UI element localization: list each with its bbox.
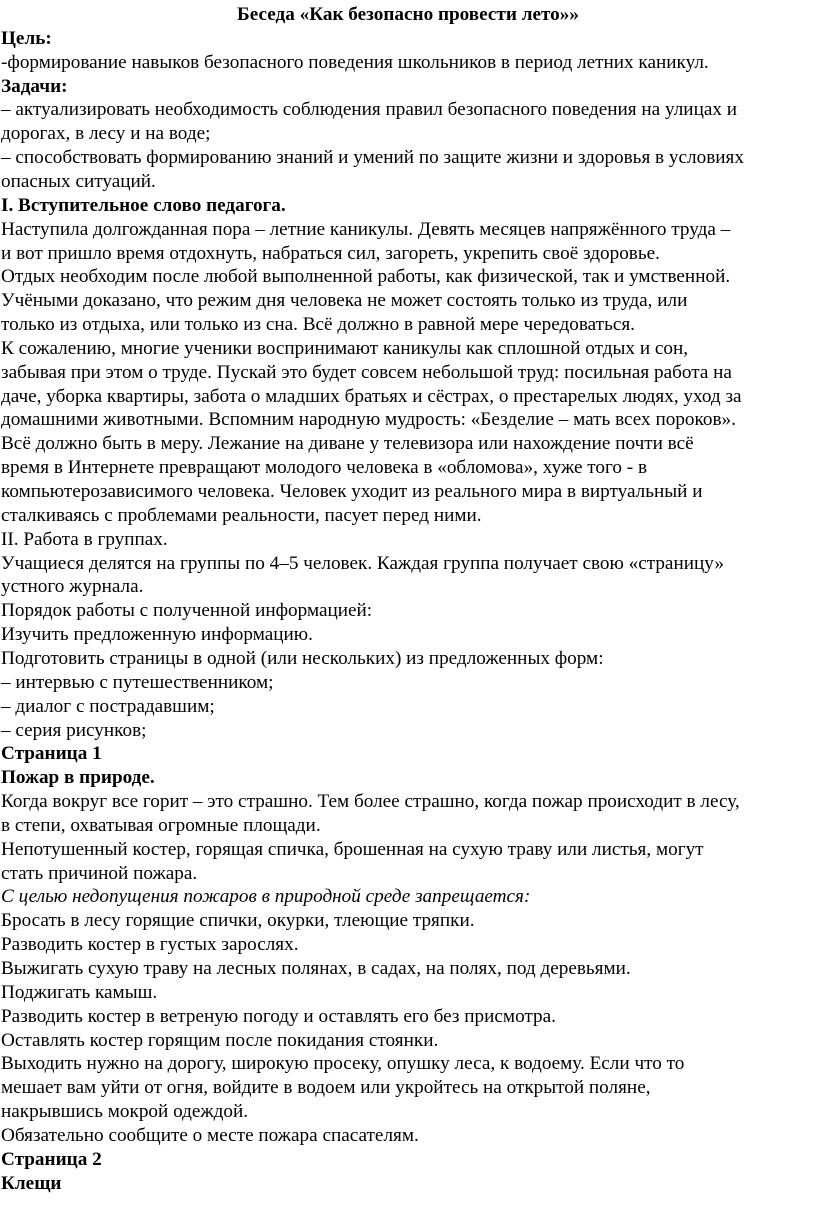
body-text-line: Всё должно быть в меру. Лежание на диване у телевизора или нахождение почти всё xyxy=(1,433,694,455)
section-heading: Страница 2 xyxy=(1,1148,102,1170)
section-heading: Пожар в природе. xyxy=(1,767,155,789)
body-text-line: Разводить костер в ветреную погоду и оставлять его без присмотра. xyxy=(1,1005,556,1027)
body-text-line: дорогах, в лесу и на воде; xyxy=(1,123,211,145)
body-text-line: Когда вокруг все горит – это страшно. Тем более страшно, когда пожар происходит в лесу, xyxy=(1,791,740,813)
italic-note: С целью недопущения пожаров в природной среде запрещается: xyxy=(1,886,531,908)
body-text-line: время в Интернете превращают молодого человека в «обломова», хуже того - в xyxy=(1,457,648,479)
body-text-line: домашними животными. Вспомним народную мудрость: «Безделие – мать всех пороков». xyxy=(1,409,736,431)
body-text-line: Наступила долгожданная пора – летние каникулы. Девять месяцев напряжённого труда – xyxy=(1,218,731,240)
body-text-line: накрывшись мокрой одеждой. xyxy=(1,1101,249,1123)
section-heading: Клещи xyxy=(1,1172,62,1194)
body-text-line: Непотушенный костер, горящая спичка, брошенная на сухую траву или листья, могут xyxy=(1,838,704,860)
body-text-line: Подготовить страницы в одной (или нескольких) из предложенных форм: xyxy=(1,647,604,669)
body-text-line: только из отдыха, или только из сна. Всё должно в равной мере чередоваться. xyxy=(1,314,635,336)
body-text-line: мешает вам уйти от огня, войдите в водоем или укройтесь на открытой поляне, xyxy=(1,1077,651,1099)
body-text-line: в степи, охватывая огромные площади. xyxy=(1,814,321,836)
section-heading: I. Вступительное слово педагога. xyxy=(1,194,286,216)
body-text-line: Отдых необходим после любой выполненной работы, как физической, так и умственной. xyxy=(1,266,731,288)
body-text-line: К сожалению, многие ученики воспринимают каникулы как сплошной отдых и сон, xyxy=(1,337,689,359)
document-title: Беседа «Как безопасно провести лето»» xyxy=(237,4,579,25)
body-text-line: Выжигать сухую траву на лесных полянах, в садах, на полях, под деревьями. xyxy=(1,958,631,979)
body-text-line: Оставлять костер горящим после покидания стоянки. xyxy=(1,1029,439,1051)
body-text-line: -формирование навыков безопасного поведения школьников в период летних каникул. xyxy=(1,51,709,73)
body-text-line: – интервью с путешественником; xyxy=(1,671,274,693)
section-heading: Цель: xyxy=(1,27,52,49)
body-text-line: – серия рисунков; xyxy=(1,719,147,741)
body-text-line: Поджигать камыш. xyxy=(1,981,158,1003)
body-text-line: Выходить нужно на дорогу, широкую просеку, опушку леса, к водоему. Если что то xyxy=(1,1053,685,1075)
body-text-line: – актуализировать необходимость соблюдения правил безопасного поведения на улицах и xyxy=(1,99,738,121)
body-text-line: опасных ситуаций. xyxy=(1,170,156,192)
body-text-line: забывая при этом о труде. Пускай это будет совсем небольшой труд: посильная работа на xyxy=(1,361,732,383)
body-text-line: Изучить предложенную информацию. xyxy=(1,624,313,646)
body-text-line: – способствовать формированию знаний и умений по защите жизни и здоровья в условиях xyxy=(1,147,744,169)
section-heading: Задачи: xyxy=(1,75,68,97)
body-text-line: – диалог с пострадавшим; xyxy=(1,695,215,717)
body-text-line: устного журнала. xyxy=(1,576,144,598)
body-text-line: II. Работа в группах. xyxy=(1,528,168,550)
body-text-line: даче, уборка квартиры, забота о младших братьях и сёстрах, о престарелых людях, уход за xyxy=(1,385,742,407)
section-heading: Страница 1 xyxy=(1,743,102,765)
body-text-line: Учащиеся делятся на группы по 4–5 человек. Каждая группа получает свою «страницу» xyxy=(1,552,724,574)
body-text-line: и вот пришло время отдохнуть, набраться сил, загореть, укрепить своё здоровье. xyxy=(1,242,660,264)
body-text-line: компьютерозависимого человека. Человек уходит из реального мира в виртуальный и xyxy=(1,481,703,502)
body-text-line: Бросать в лесу горящие спички, окурки, тлеющие тряпки. xyxy=(1,910,475,932)
body-text-line: стать причиной пожара. xyxy=(1,862,198,884)
body-text-line: сталкиваясь с проблемами реальности, пасует перед ними. xyxy=(1,504,482,526)
body-text-line: Обязательно сообщите о месте пожара спасателям. xyxy=(1,1124,419,1146)
body-text-line: Учёными доказано, что режим дня человека не может состоять только из труда, или xyxy=(1,290,688,312)
body-text-line: Порядок работы с полученной информацией: xyxy=(1,600,373,622)
body-text-line: Разводить костер в густых зарослях. xyxy=(1,934,299,956)
